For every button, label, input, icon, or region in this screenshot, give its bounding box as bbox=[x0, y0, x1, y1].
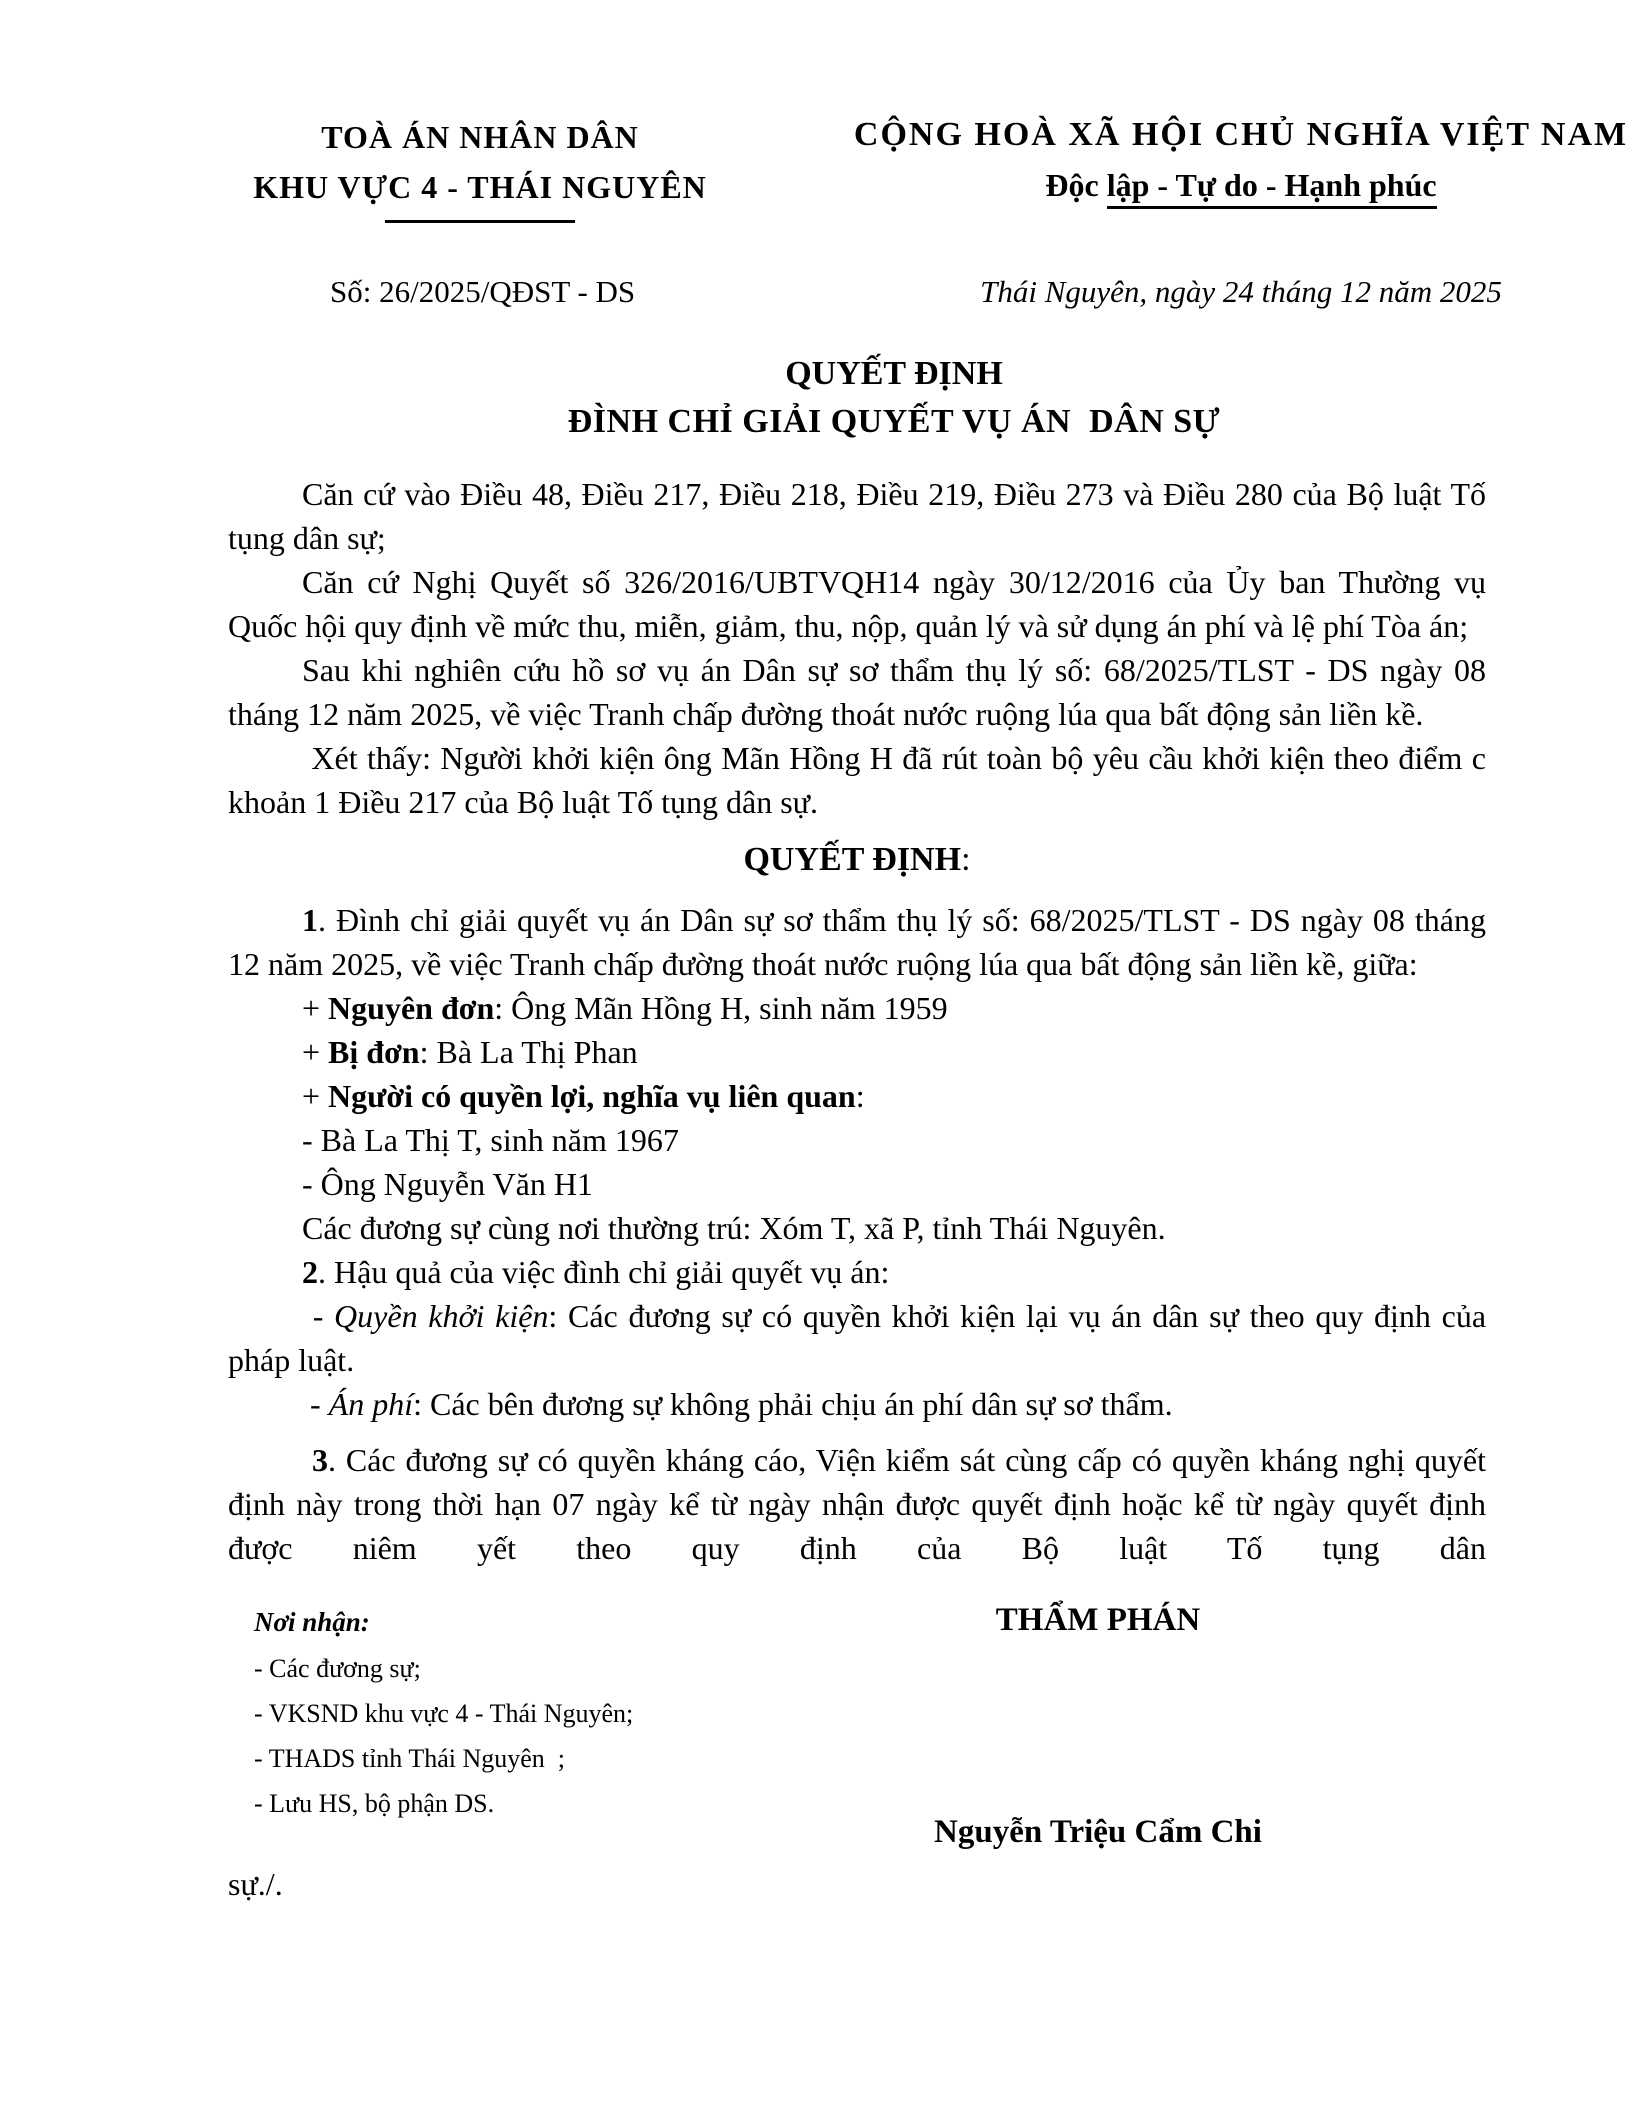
decision-heading bbox=[228, 836, 1486, 884]
national-motto bbox=[846, 160, 1632, 210]
judge-name: Nguyễn Triệu Cẩm Chi bbox=[934, 1814, 1262, 1850]
text-run: Nguyên đơn bbox=[328, 990, 495, 1026]
text-run: : Ông Mãn Hồng H, sinh năm 1959 bbox=[494, 990, 948, 1026]
text-run: Độc bbox=[1045, 167, 1107, 203]
text-run: - Ông Nguyễn Văn H1 bbox=[302, 1166, 593, 1202]
text-run: + bbox=[302, 990, 329, 1026]
judge-title: THẨM PHÁN bbox=[995, 1602, 1201, 1638]
document-subtitle: ĐÌNH CHỈ GIẢI QUYẾT VỤ ÁN DÂN SỰ bbox=[567, 403, 1221, 440]
text-run: Căn cứ vào Điều 48, Điều 217, Điều 218, Điều 219, Điều 273 và Điều 280 của Bộ luật Tố tụng dân sự; bbox=[228, 476, 1486, 556]
text-run: Án phí bbox=[328, 1386, 414, 1422]
header-divider-rule bbox=[385, 220, 575, 223]
text-run: 1 bbox=[302, 902, 318, 938]
text-run: - Bà La Thị T, sinh năm 1967 bbox=[302, 1122, 679, 1158]
text-run: . Đình chỉ giải quyết vụ án Dân sự sơ thẩm thụ lý số: 68/2025/TLST - DS ngày 08 tháng 12 năm 2025, về việc Tranh chấp đường thoát nước ruộng lúa qua bất động sản liền kề, giữa: bbox=[228, 902, 1486, 982]
text-run: Bị đơn bbox=[328, 1034, 420, 1070]
text-run: . Các đương sự có quyền kháng cáo, Viện kiểm sát cùng cấp có quyền kháng nghị quyết định này trong thời hạn 07 ngày kể từ ngày nhận được quyết định hoặc kể từ ngày quyết định được niêm yết theo quy định của Bộ luật Tố tụng dân bbox=[228, 1442, 1487, 1566]
text-run: Các đương sự cùng nơi thường trú: Xóm T, xã P, tỉnh Thái Nguyên. bbox=[302, 1210, 1166, 1246]
recipient-item: - Các đương sự; bbox=[254, 1654, 421, 1683]
paragraph bbox=[228, 1382, 1486, 1426]
court-name-line1: TOÀ ÁN NHÂN DÂN bbox=[321, 119, 639, 155]
text-run: : bbox=[961, 841, 971, 878]
text-run: Quyền khởi kiện bbox=[334, 1298, 549, 1334]
paragraph bbox=[228, 1206, 1486, 1250]
issuing-court-block bbox=[240, 112, 720, 223]
paragraph bbox=[228, 986, 1486, 1030]
place-and-date: Thái Nguyên, ngày 24 tháng 12 năm 2025 bbox=[980, 274, 1502, 309]
paragraph bbox=[228, 1250, 1486, 1294]
recipient-item: - VKSND khu vực 4 - Thái Nguyên; bbox=[254, 1699, 634, 1728]
text-run: Sau khi nghiên cứu hồ sơ vụ án Dân sự sơ thẩm thụ lý số: 68/2025/TLST - DS ngày 08 tháng 12 năm 2025, về việc Tranh chấp đường thoát nước ruộng lúa qua bất động sản liền kề. bbox=[228, 652, 1486, 732]
document-body bbox=[228, 350, 1486, 1906]
paragraph bbox=[228, 736, 1486, 824]
court-name-line2: KHU VỰC 4 - THÁI NGUYÊN bbox=[253, 169, 707, 205]
text-run: 2 bbox=[302, 1254, 318, 1290]
judge-signature-block bbox=[818, 1598, 1378, 1854]
paragraph bbox=[228, 1162, 1486, 1206]
recipients-block bbox=[254, 1598, 854, 1826]
paragraph bbox=[228, 1294, 1486, 1382]
paragraph bbox=[228, 898, 1486, 986]
national-motto-block bbox=[846, 110, 1632, 210]
text-run: 3 bbox=[311, 1442, 328, 1478]
text-run: + bbox=[302, 1034, 329, 1070]
text-run: : Các bên đương sự không phải chịu án phí dân sự sơ thẩm. bbox=[413, 1386, 1173, 1422]
recipients-label: Nơi nhận: bbox=[254, 1607, 370, 1637]
text-run: Căn cứ Nghị Quyết số 326/2016/UBTVQH14 ngày 30/12/2016 của Ủy ban Thường vụ Quốc hội quy định về mức thu, miễn, giảm, thu, nộp, quản lý và sử dụng án phí và lệ phí Tòa án; bbox=[228, 564, 1486, 644]
paragraph bbox=[228, 1118, 1486, 1162]
text-run bbox=[302, 1442, 312, 1478]
paragraph bbox=[228, 648, 1486, 736]
text-run: Xét thấy: Người khởi kiện ông Mãn Hồng H đã rút toàn bộ yêu cầu khởi kiện theo điểm c khoản 1 Điều 217 của Bộ luật Tố tụng dân sự. bbox=[228, 740, 1486, 820]
text-run: QUYẾT ĐỊNH bbox=[743, 841, 962, 878]
document-title: QUYẾT ĐỊNH bbox=[785, 355, 1003, 392]
text-run: + bbox=[302, 1078, 329, 1114]
text-run: - bbox=[302, 1298, 335, 1334]
text-run: : Bà La Thị Phan bbox=[419, 1034, 638, 1070]
text-run: : bbox=[855, 1078, 865, 1114]
decision-paragraphs bbox=[228, 898, 1486, 1570]
recipient-item: - Lưu HS, bộ phận DS. bbox=[254, 1789, 495, 1818]
national-header: CỘNG HOÀ XÃ HỘI CHỦ NGHĨA VIỆT NAM bbox=[853, 116, 1629, 153]
text-run: - bbox=[302, 1386, 329, 1422]
text-run: Người có quyền lợi, nghĩa vụ liên quan bbox=[328, 1078, 856, 1114]
document-number: Số: 26/2025/QĐST - DS bbox=[330, 274, 636, 309]
text-run: . Hậu quả của việc đình chỉ giải quyết vụ án: bbox=[318, 1254, 890, 1290]
paragraph bbox=[228, 1074, 1486, 1118]
paragraph-continuation: sự./. bbox=[228, 1866, 283, 1902]
preamble-paragraphs bbox=[228, 472, 1486, 824]
recipients-list bbox=[254, 1646, 854, 1826]
paragraph bbox=[228, 560, 1486, 648]
paragraph bbox=[228, 1438, 1486, 1570]
text-run: lập - Tự do - Hạnh phúc bbox=[1107, 167, 1437, 209]
text-run: : Các đương sự có quyền khởi kiện lại vụ án dân sự theo quy định của pháp luật. bbox=[228, 1298, 1487, 1378]
paragraph bbox=[228, 1030, 1486, 1074]
paragraph bbox=[228, 472, 1486, 560]
recipient-item: - THADS tỉnh Thái Nguyên ; bbox=[254, 1744, 566, 1773]
signature-section bbox=[228, 1598, 1486, 1850]
